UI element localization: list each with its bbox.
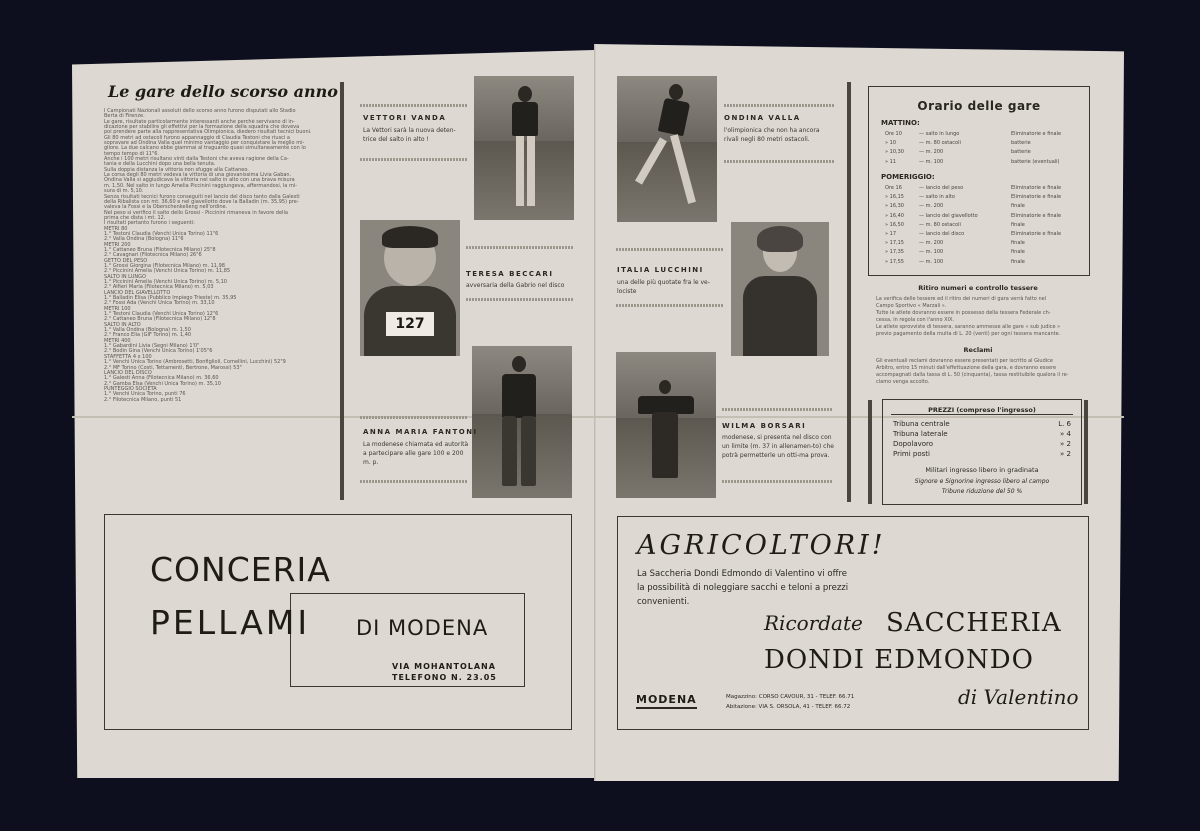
text-line: 2.° Cavagnari (Filotecnica Milano) 26"6 [104, 252, 202, 258]
results-text [104, 108, 332, 402]
text-line: previo pagamento della multa di L. 20 (venti) per ogni tessera mancante. [876, 331, 1061, 337]
photo-wilma-borsari [616, 352, 716, 498]
divider [466, 298, 574, 301]
schedule-phase: Eliminatorie e finale [1011, 131, 1062, 137]
text-line: I Campionati Nazionali assoluti dello scorso anno furono disputati allo Stadio [104, 108, 296, 114]
divider [360, 158, 468, 161]
text-line: sopravare ad Ondina Valla quel minimo vantaggio per conquistare la meglio mi- [104, 140, 305, 146]
text-line: dicazione per stabilire gli effettivi per la formazione della squadra che doveva [104, 124, 300, 130]
text-line: Tutte le atlete dovranno essere in possesso della tessera Federale ch- [876, 310, 1051, 316]
schedule-event: — lancio del giavellotto [919, 212, 978, 219]
text-line: 2.° Cattaneo Bruna (Filotecnica Milano) 12"8 [104, 316, 216, 322]
text-line: Arbitro, entro 15 minuti dall'effettuazione della gara, e dovranno essere [876, 365, 1057, 371]
prices-note-reduction: Tribune riduzione del 50 % [941, 488, 1023, 495]
schedule-phase: Eliminatorie e finale [1011, 194, 1062, 201]
schedule-phase: finale [1011, 203, 1025, 210]
athlete-desc-borsari: modenese, si presenta nel disco con un limite (m. 37 in allenamen-to) che potrà permetterle un otti-ma prova. [722, 434, 834, 459]
text-line: LANCIO DEL DISCO [104, 369, 152, 376]
schedule-time: » 17 [885, 231, 897, 237]
text-line: sura di m. 5,10. [104, 188, 144, 194]
schedule-event: — m. 80 ostacoli [919, 221, 961, 228]
text-line: SALTO IN LUNGO [104, 273, 146, 279]
athlete-name-lucchini: ITALIA LUCCHINI [617, 266, 704, 274]
text-line: 2.° Alfieri Maria (Filotecnica Milano) m. 5,03 [104, 284, 214, 290]
schedule-time: » 17,55 [885, 258, 904, 265]
text-line: 2.° Gamba Elsa (Venchi Unica Torino) m. 35,10 [104, 380, 221, 386]
athlete-name-beccari: TERESA BECCARI [466, 270, 554, 278]
text-line: tania e della Lucchini dopo una bella tenuta. [104, 161, 216, 167]
text-line: 2.° Valla Ondina (Bologna) 11"6 [104, 236, 184, 242]
athlete-name-borsari: WILMA BORSARI [722, 422, 807, 430]
divider [616, 304, 724, 307]
schedule-phase: Eliminatorie e finale [1011, 212, 1062, 219]
photo-italia-lucchini [731, 222, 829, 356]
prices-note-women: Signore e Signorine ingresso libero al campo [914, 478, 1050, 485]
conceria-line1: CONCERIA [150, 550, 331, 589]
saccheria-address-2: Abitazione: VIA S. ORSOLA, 41 - TELEF. 66.72 [726, 704, 851, 710]
schedule-time: » 17,15 [885, 240, 904, 247]
schedule-event: — m. 200 [919, 240, 944, 247]
schedule-event: — m. 100 [919, 249, 944, 256]
text-line: 1.° Gabardini Livia (Segni Milano) 1'0" [104, 343, 200, 349]
results-title: Le gare dello scorso anno [108, 82, 338, 101]
price-label: Tribuna laterale [893, 430, 948, 438]
schedule-phase: Eliminatorie e finale [1011, 185, 1062, 191]
saccheria-city: MODENA [636, 693, 697, 709]
schedule-phase: finale [1011, 258, 1025, 265]
schedule-phase: finale [1011, 249, 1025, 256]
conceria-address: VIA MOHANTOLANA [392, 662, 496, 671]
divider [724, 160, 834, 163]
saccheria-address-1: Magazzino: CORSO CAVOUR, 31 - TELEF. 66.71 [726, 694, 855, 700]
ritiro-title: Ritiro numeri e controllo tessere [918, 284, 1038, 292]
saccheria-di-valentino: di Valentino [958, 685, 1079, 709]
text-line: 1.° Grossi Giorgina (Filotecnica Milano) m. 11,98 [104, 262, 225, 269]
prices-note-military: Militari ingresso libero in gradinata [925, 466, 1039, 474]
text-line: cessa, in regola con l'anno XIX. [876, 317, 955, 323]
text-line: I risultati pertanto furono i seguenti: [104, 220, 195, 226]
text-line: 2.° Bodin Gina (Venchi Unica Torino) 1'05"6 [104, 348, 213, 354]
text-line: 1.° Valla Ondina (Bologna) m. 1,50 [104, 327, 191, 333]
schedule-time: » 16,50 [885, 221, 904, 228]
center-fold [594, 44, 597, 781]
athlete-name-valla: ONDINA VALLA [724, 114, 801, 122]
athlete-desc-vettori: La Vettori sarà la nuova deten-trice del salto in alto ! [363, 127, 456, 143]
text-line: 2.° Fossi Ada (Venchi Unica Torino) m. 33,10 [104, 300, 215, 306]
schedule-title: Orario delle gare [917, 99, 1041, 113]
text-line: Nel peso si verifico il salto dello Grossi - Piccinini rimaneva in favore della [104, 209, 288, 215]
reclami-text [876, 358, 1088, 386]
text-line: 1.° Venchi Unica Torino, punti 76 [104, 391, 186, 397]
text-line: clamo venga accolto. [876, 379, 930, 385]
schedule-time: » 10 [885, 140, 897, 147]
text-line: 1.° Galesti Anna (Filotecnica Milano) m. 36,60 [104, 375, 219, 381]
athlete-desc-beccari: avversaria della Gabrio nel disco [466, 282, 565, 289]
text-line: Sulla doppia distanza la vittoria non sfugge alla Cattaneo. [104, 166, 249, 173]
right-column-rule [847, 82, 851, 502]
text-line: Le gare, risultate particolarmente interessanti anche perchè servivano di in- [104, 118, 295, 125]
conceria-phone: TELEFONO N. 23.05 [392, 673, 497, 682]
schedule-time: » 11 [885, 158, 897, 165]
saccheria-body [637, 567, 848, 609]
athlete-desc-fantoni: La modenese chiamata ed autorità a partecipare alle gare 100 e 200 m. p. [363, 441, 469, 466]
schedule-time: » 16,15 [885, 194, 904, 201]
photo-vettori-vanda [474, 76, 574, 220]
divider [722, 408, 832, 411]
price-label: Tribuna centrale [893, 420, 950, 428]
athlete-name-vettori: VETTORI VANDA [363, 114, 447, 122]
text-line: Gli eventuali reclami dovranno essere presentati per iscritto al Giudice [876, 358, 1053, 364]
saccheria-headline: AGRICOLTORI! [637, 530, 886, 561]
price-row [893, 450, 1071, 458]
prices-box [882, 399, 1082, 505]
schedule-phase: batterie (eventuali) [1011, 158, 1060, 165]
text-line: PUNTEGGIO SOCIETÀ [104, 385, 157, 392]
price-amount: » 2 [1060, 450, 1071, 458]
reclami-title: Reclami [963, 346, 993, 354]
athlete-name-fantoni: ANNA MARIA FANTONI [363, 428, 478, 436]
schedule-event: — m. 80 ostacoli [919, 140, 961, 147]
text-line: SALTO IN ALTO [104, 321, 141, 328]
text-line: METRI 100 [104, 305, 131, 312]
athlete-desc-lucchini: una delle più quotate fra le ve-lociste [617, 279, 710, 295]
divider [722, 480, 832, 483]
left-column-rule [340, 82, 344, 500]
text-line: 1.° Cattaneo Bruna (Filotecnica Milano) 25"8 [104, 246, 216, 253]
schedule-event: — lancio del peso [919, 185, 964, 191]
price-label: Dopolavoro [893, 440, 934, 448]
price-amount: » 2 [1060, 440, 1071, 448]
schedule-time: » 10,30 [885, 149, 904, 156]
schedule-event: — salto in lungo [919, 131, 960, 137]
text-line: La verifica delle tessere ed il ritiro dei numeri di gara verrà fatto nel [876, 296, 1047, 302]
text-line: METRI 400 [104, 337, 131, 344]
schedule-morning-label: MATTINO: [881, 119, 920, 127]
photo-anna-maria-fantoni [472, 346, 572, 498]
schedule-event: — m. 200 [919, 149, 944, 156]
text-line: LANCIO DEL GIAVELLOTTO [104, 289, 171, 296]
schedule-event: — lancio del disco [919, 231, 965, 237]
ad-body-line: convenienti. [637, 597, 690, 607]
text-line: gliore. La due calcano ebbe giammai al traguardo quasi simultaneamente con lo [104, 145, 306, 151]
ad-body-line: La Saccheria Dondi Edmondo di Valentino vi offre [637, 569, 847, 579]
price-amount: » 4 [1060, 430, 1071, 438]
schedule-event: — m. 200 [919, 203, 944, 210]
photo-ondina-valla [617, 76, 717, 222]
text-line: Campo Sportivo « Marzali ». [876, 303, 947, 309]
photo-teresa-beccari [360, 220, 460, 356]
schedule-time: Ore 10 [885, 131, 902, 137]
divider [360, 416, 468, 419]
schedule-time: Ore 16 [885, 185, 902, 191]
text-line: La corsa degli 80 metri vedeva la vittoria di una giovanissima Livia Gaban. [104, 172, 292, 178]
text-line: GETTO DEL PESO [104, 257, 148, 263]
schedule-phase: finale [1011, 240, 1025, 247]
schedule-phase: finale [1011, 221, 1025, 228]
text-line: Le atlete sprovviste di tessera, saranno ammesse alle gare « sub judice » [876, 324, 1061, 330]
prices-rule-left [868, 400, 872, 504]
price-row [893, 440, 1071, 448]
prices-rule-right [1084, 400, 1088, 504]
text-line: valeva la Fossi e la Oberschenkelieng nell'ordine. [104, 204, 228, 210]
schedule-phase: Eliminatorie e finale [1011, 231, 1062, 237]
text-line: 1.° Balladin Elisa (Pubblico Impiego Trieste) m. 35,95 [104, 295, 237, 301]
text-line: Berta di Firenze. [104, 113, 145, 119]
conceria-line2: PELLAMI [150, 603, 311, 642]
prices-title: PREZZI (compreso l'ingresso) [928, 406, 1036, 414]
saccheria-name: SACCHERIA [886, 608, 1062, 638]
divider [360, 104, 468, 107]
text-line: poi prendere parte alla rappresentativa Olimpionica, diedero risultati tecnici buoni. [104, 129, 312, 135]
text-line: 1.° Piccinini Amelia (Venchi Unica Torino) m. 5,10 [104, 279, 227, 285]
schedule-event: — salto in alto [919, 194, 955, 201]
saccheria-ricordate: Ricordate [764, 611, 863, 635]
text-line: tempo tempo di 11"6. [104, 150, 160, 157]
bib-number: 127 [386, 312, 434, 336]
text-line: Gli 80 metri ad ostacoli furono appannaggio di Claudia Testoni che riuscì a [104, 134, 290, 141]
divider [466, 246, 574, 249]
text-line: 2.° Franco Elia (GIF Torino) m. 1,40 [104, 332, 192, 338]
text-line: 2.° Filotecnica Milano, punti 51 [104, 396, 182, 402]
text-line: STAFFETTA 4 x 100 [104, 353, 152, 360]
text-line: 1.° Venchi Unica Torino (Ambrosetti, Bonfiglioli, Comellini, Lucchini) 52"9 [104, 359, 286, 365]
schedule-phase: batterie [1011, 149, 1031, 156]
text-line: m. 1,50. Nel salto in lungo Amelia Piccinini raggiungeva, affermandosi, la mi- [104, 182, 298, 189]
schedule-time: » 17,35 [885, 249, 904, 256]
text-line: METRI 200 [104, 241, 131, 247]
text-line: 2.° Piccinini Amelia (Venchi Unica Torino) m. 11,85 [104, 268, 231, 274]
text-line: della Ribalista con mt. 36,60 e nel giavellotto dove la Balladin (m. 35,95) pre- [104, 198, 299, 205]
text-line: prima che dista i mt. 12. [104, 214, 166, 221]
schedule-event: — m. 100 [919, 158, 944, 165]
price-row [893, 430, 1071, 438]
divider [360, 480, 468, 483]
price-row [893, 420, 1071, 428]
divider [616, 248, 724, 251]
schedule-phase: batterie [1011, 140, 1031, 147]
text-line: Anche i 100 metri risultano vinti dalla Testoni che aveva ragione della Ca- [104, 156, 289, 162]
schedule-afternoon-label: POMERIGGIO: [881, 173, 935, 181]
text-line: accompagnati dalla tassa di L. 50 (cinquanta), tassa restituibile qualora il re- [876, 372, 1069, 378]
text-line: Ondina Valla si aggiudicava la vittoria nel salto in alto con una brava misura [104, 177, 295, 183]
divider [724, 104, 834, 107]
text-line: 2.° MF Torino (Costi, Tettamenti, Bertrone, Marossi) 53" [104, 364, 242, 370]
race-schedule [868, 86, 1090, 276]
price-label: Primi posti [893, 450, 930, 458]
text-line: Senza risultati tecnici furono conseguiti nel lancio del disco tanto dalla Galesti [104, 193, 300, 199]
price-amount: L. 6 [1058, 420, 1071, 428]
ritiro-text [876, 296, 1088, 338]
conceria-line2-suffix: DI MODENA [356, 616, 489, 640]
ad-body-line: la possibilità di noleggiare sacchi e teloni a prezzi [637, 583, 849, 593]
text-line: METRI 80 [104, 225, 128, 231]
text-line: 1.° Testoni Claudia (Venchi Unica Torino) 12"6 [104, 311, 219, 317]
schedule-event: — m. 100 [919, 258, 944, 265]
athlete-desc-valla: l'olimpionica che non ha ancora rivali negli 80 metri ostacoli. [724, 127, 820, 143]
schedule-time: » 16,40 [885, 212, 904, 219]
saccheria-owner: DONDI EDMONDO [764, 645, 1034, 675]
schedule-time: » 16,30 [885, 203, 904, 210]
text-line: 1.° Testoni Claudia (Venchi Unica Torino) 11"6 [104, 230, 219, 237]
